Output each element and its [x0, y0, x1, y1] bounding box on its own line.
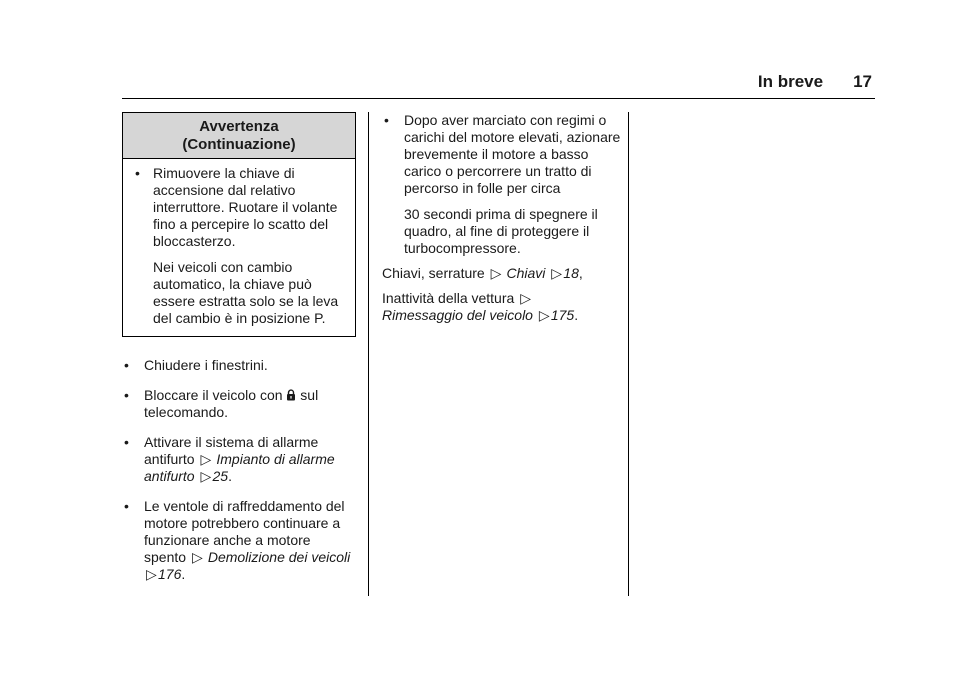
bullet-dot: •	[384, 112, 389, 128]
column-divider-right	[628, 112, 629, 596]
page-ref-link[interactable]: 175	[550, 307, 575, 323]
warning-item-text: Rimuovere la chiave di accensione dal relativo interruttore. Ruotare il volante fino a percepire lo scatto del bloccasterzo.	[153, 165, 338, 249]
warning-title: Avvertenza	[199, 118, 279, 135]
list-item-text: Attivare il sistema di allarme antifurto	[144, 434, 319, 467]
page-number: 17	[853, 72, 872, 91]
list-item-fans: • Le ventole di raffreddamento del motore potrebbero continuare a funzionare anche a motore spento ▷ Demolizione dei veicoli ▷176.	[124, 498, 351, 582]
page-ref-arrow-icon: ▷	[146, 566, 157, 582]
list-item-subtext: 30 secondi prima di spegnere il quadro, al fine di proteggere il turbocompressore.	[404, 206, 598, 256]
crossref-link[interactable]: Rimessaggio del veicolo	[382, 307, 533, 323]
bullet-dot: •	[135, 165, 140, 181]
list-item-lock	[122, 387, 356, 421]
warning-subtitle: (Continuazione)	[182, 136, 296, 153]
page-ref-link[interactable]: 176	[158, 566, 182, 582]
list-item-text: Chiudere i finestrini.	[144, 357, 268, 373]
page-header	[758, 72, 872, 92]
warning-bullet-item	[131, 165, 347, 327]
list-item-windows	[122, 357, 356, 374]
warning-item-subtext: Nei veicoli con cambio automatico, la chiave può essere estratta solo se la leva del cambio è in posizione P.	[153, 259, 339, 326]
header-rule	[122, 98, 875, 99]
column-middle	[382, 112, 622, 324]
crossref-arrow-icon: ▷	[191, 549, 203, 565]
page-ref-link[interactable]: 18	[563, 265, 579, 281]
page-ref-link[interactable]: 25	[212, 468, 229, 484]
bullet-dot: •	[124, 434, 129, 450]
list-item-text-cont: sul telecomando.	[144, 387, 319, 420]
page-ref-arrow-icon: ▷	[551, 265, 563, 281]
list-item-text: Dopo aver marciato con regimi o carichi del motore elevati, azionare brevemente il motore a basso carico o percorrere un tratto di percorso in folle per circa	[404, 112, 621, 196]
warning-header	[123, 113, 355, 159]
list-item-text: Bloccare il veicolo con	[144, 387, 283, 403]
list-item-engine	[382, 112, 622, 257]
bullet-dot: •	[124, 387, 129, 403]
crossref-link[interactable]: Impianto di allarme antifurto	[144, 451, 335, 484]
page-ref-arrow-icon: ▷	[200, 468, 212, 484]
bullet-dot: •	[124, 357, 129, 373]
lock-icon	[286, 389, 296, 401]
page-ref-arrow-icon: ▷	[538, 307, 550, 323]
crossref-link[interactable]: Chiavi	[506, 265, 546, 281]
column-divider-left	[368, 112, 369, 596]
crossref-link[interactable]: Demolizione dei veicoli	[207, 549, 351, 565]
crossref-arrow-icon: ▷	[520, 290, 531, 306]
crossref-label: Inattività della vettura	[382, 290, 515, 306]
column-left	[122, 112, 356, 583]
crossref-arrow-icon: ▷	[200, 451, 212, 467]
bullet-dot: •	[124, 498, 129, 514]
warning-box	[122, 112, 356, 337]
list-item-alarm: • Attivare il sistema di allarme antifurto ▷ Impianto di allarme antifurto ▷25.	[124, 434, 335, 484]
crossref-arrow-icon: ▷	[490, 265, 502, 281]
warning-body	[123, 159, 355, 336]
crossref-keys: Chiavi, serrature ▷ Chiavi ▷18,	[382, 265, 583, 281]
section-title: In breve	[757, 72, 824, 91]
crossref-label: Chiavi, serrature	[382, 265, 485, 281]
list-item-text: Le ventole di raffreddamento del motore potrebbero continuare a funzionare anche a motore spento	[144, 498, 345, 565]
crossref-storage: Inattività della vettura ▷ Rimessaggio del veicolo ▷175.	[382, 290, 579, 323]
